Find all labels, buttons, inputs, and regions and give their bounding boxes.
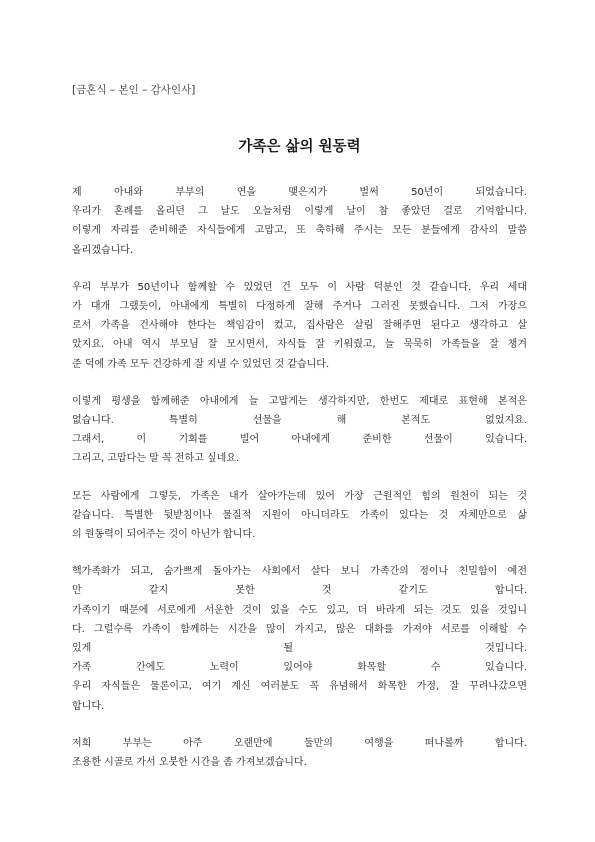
text-line: 조용한 시골로 가서 오붓한 시간을 좀 가져보겠습니다. [72,757,307,769]
text-line: 가족이기 때문에 서로에게 서운한 것이 있을 수도 있고, 더 바라게 되는 것도 있을 것입니 [72,604,527,616]
paragraph [72,734,527,772]
paragraph [72,562,527,716]
text-line: 았지요. 아내 역시 부모님 잘 모시면서, 자식들 잘 키워줬고, 늘 묵묵히 가족들을 잘 챙겨 [72,339,527,351]
text-line: 이렇게 평생을 함께해준 아내에게 늘 고맙게는 생각하지만, 한번도 제대로 표현해 본적은 [72,395,527,407]
text-line: 핵가족화가 되고, 숨가쁘게 돌아가는 사회에서 살다 보니 가족간의 정이나 친밀함이 예전 [72,566,527,578]
text-line: 그리고, 고맙다는 말 꼭 전하고 싶네요. [72,453,240,465]
text-line: 합니다. [72,700,105,712]
document-body [72,183,527,772]
paragraph [72,487,527,545]
document-category: [금혼식 – 본인 – 감사인사] [72,84,196,96]
text-line: 그래서, 이 기회를 빌어 아내에게 준비한 선물이 있습니다. [72,434,527,446]
text-line: 의 원동력이 되어주는 것이 아닌가 합니다. [72,529,256,541]
text-line: 있게 될 것입니다. [72,643,527,655]
text-line: 모든 사람에게 그렇듯, 가족은 내가 살아가는데 있어 가장 근원적인 힘의 원천이 되는 것 [72,490,527,502]
text-line: 만 같지 못한 것 같기도 합니다. [72,585,527,597]
paragraph [72,278,527,374]
text-line: 같습니다. 특별한 뒷받침이나 물질적 지원이 아니더라도 가족이 있다는 것 자체만으로 삶 [72,509,527,521]
text-line: 이렇게 자리를 준비해준 자식들에게 고맙고, 또 축하해 주시는 모든 분들에게 감사의 말씀 [72,225,527,237]
text-line: 저희 부부는 아주 오랜만에 둘만의 여행을 떠나볼까 합니다. [72,737,527,749]
text-line: 가 대개 그랬듯이, 아내에게 특별히 다정하게 잘해 주거나 그러진 못했습니다. 그저 가장으 [72,301,527,313]
text-line: 제 아내와 부부의 연을 맺은지가 벌써 50년이 되었습니다. [72,187,527,198]
document-title: 가족은 삶의 원동력 [238,139,361,155]
text-line: 없습니다. 특별히 선물을 해 본적도 없었지요. [72,415,527,427]
text-line: 로서 가족을 건사해야 한다는 책임감이 컸고, 집사람은 살림 잘해주면 된다고 생각하고 살 [72,320,527,332]
text-line: 올리겠습니다. [72,244,134,256]
text-line: 우리 자식들은 물론이고, 여기 계신 여러분도 꼭 유념해서 화목한 가정, 잘 꾸려나갔으면 [72,681,527,693]
paragraph [72,183,527,260]
text-line: 우리가 혼례를 올리던 그 날도 오늘처럼 이렇게 날이 참 좋았던 걸로 기억합니다. [72,206,527,218]
text-line: 가족 간에도 노력이 있어야 화목할 수 있습니다. [72,662,527,674]
text-line: 준 덕에 가족 모두 건강하게 잘 지낼 수 있었던 것 같습니다. [72,358,330,370]
paragraph [72,392,527,469]
text-line: 우리 부부가 50년이나 함께할 수 있었던 건 모두 이 사람 덕분인 것 같습니다. 우리 세대 [72,281,527,293]
text-line: 다. 그럴수록 가족이 함께하는 시간을 많이 가지고, 많은 대화를 가져야 서로를 이해할 수 [72,623,527,635]
